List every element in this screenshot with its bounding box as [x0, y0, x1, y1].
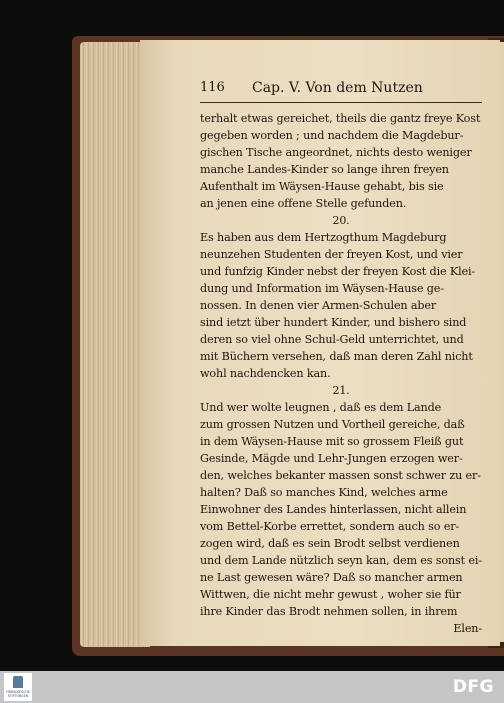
- text-line: Und wer wolte leugnen , daß es dem Lande: [200, 401, 442, 414]
- text-line: wohl nachdencken kan.: [200, 367, 331, 380]
- text-line: zogen wird, daß es sein Brodt selbst verdienen: [200, 537, 460, 550]
- section-number: 21.: [332, 384, 350, 397]
- building-icon: [13, 676, 23, 688]
- section-number: 20.: [332, 214, 350, 227]
- text-line: den, welches bekanter massen sonst schwer zu er-: [200, 469, 481, 482]
- catchword: Elen-: [453, 622, 482, 635]
- text-line: ne Last gewesen wäre? Daß so mancher armen: [200, 571, 463, 584]
- text-block: [200, 110, 482, 637]
- text-line: zum grossen Nutzen und Vortheil gereiche, daß: [200, 418, 465, 431]
- text-line: Gesinde, Mägde und Lehr-Jungen erzogen wer-: [200, 452, 463, 465]
- text-line: nossen. In denen vier Armen-Schulen aber: [200, 299, 437, 312]
- header-rule: [200, 102, 482, 103]
- footer-bar: [0, 671, 504, 703]
- text-line: sind ietzt über hundert Kinder, und bishero sind: [200, 316, 467, 329]
- text-line: Es haben aus dem Hertzogthum Magdeburg: [200, 231, 447, 244]
- text-line: manche Landes-Kinder so lange ihren freyen: [200, 163, 449, 176]
- text-line: und dem Lande nützlich seyn kan, dem es sonst ei-: [200, 554, 482, 567]
- text-line: terhalt etwas gereichet, theils die gantz freye Kost: [200, 112, 481, 125]
- text-line: Wittwen, die nicht mehr gewust , woher sie für: [200, 588, 461, 601]
- text-line: halten? Daß so manches Kind, welches arme: [200, 486, 448, 499]
- text-line: und funfzig Kinder nebst der freyen Kost die Klei-: [200, 265, 476, 278]
- text-line: mit Büchern versehen, daß man deren Zahl nicht: [200, 350, 473, 363]
- logo-text: FRANCKESCHE STIFTUNGEN: [6, 690, 30, 698]
- text-line: neunzehen Studenten der freyen Kost, und vier: [200, 248, 463, 261]
- running-header: [200, 80, 482, 100]
- text-line: vom Bettel-Korbe errettet, sondern auch so er-: [200, 520, 460, 533]
- text-line: an jenen eine offene Stelle gefunden.: [200, 197, 407, 210]
- page-number: 116: [200, 80, 225, 95]
- franckesche-stiftungen-logo[interactable]: [4, 673, 32, 701]
- dfg-logo[interactable]: DFG: [452, 677, 494, 697]
- text-line: Aufenthalt im Wäysen-Hause gehabt, bis sie: [200, 180, 444, 193]
- text-line: gischen Tische angeordnet, nichts desto weniger: [200, 146, 472, 159]
- text-line: in dem Wäysen-Hause mit so grossem Fleiß gut: [200, 435, 464, 448]
- text-line: ihre Kinder das Brodt nehmen sollen, in ihrem: [200, 605, 458, 618]
- text-line: Einwohner des Landes hinterlassen, nicht allein: [200, 503, 467, 516]
- text-line: gegeben worden ; und nachdem die Magdebur-: [200, 129, 464, 142]
- text-line: deren so viel ohne Schul-Geld unterrichtet, und: [200, 333, 464, 346]
- text-line: dung und Information im Wäysen-Hause ge-: [200, 282, 444, 295]
- running-title: Cap. V. Von dem Nutzen: [252, 80, 423, 96]
